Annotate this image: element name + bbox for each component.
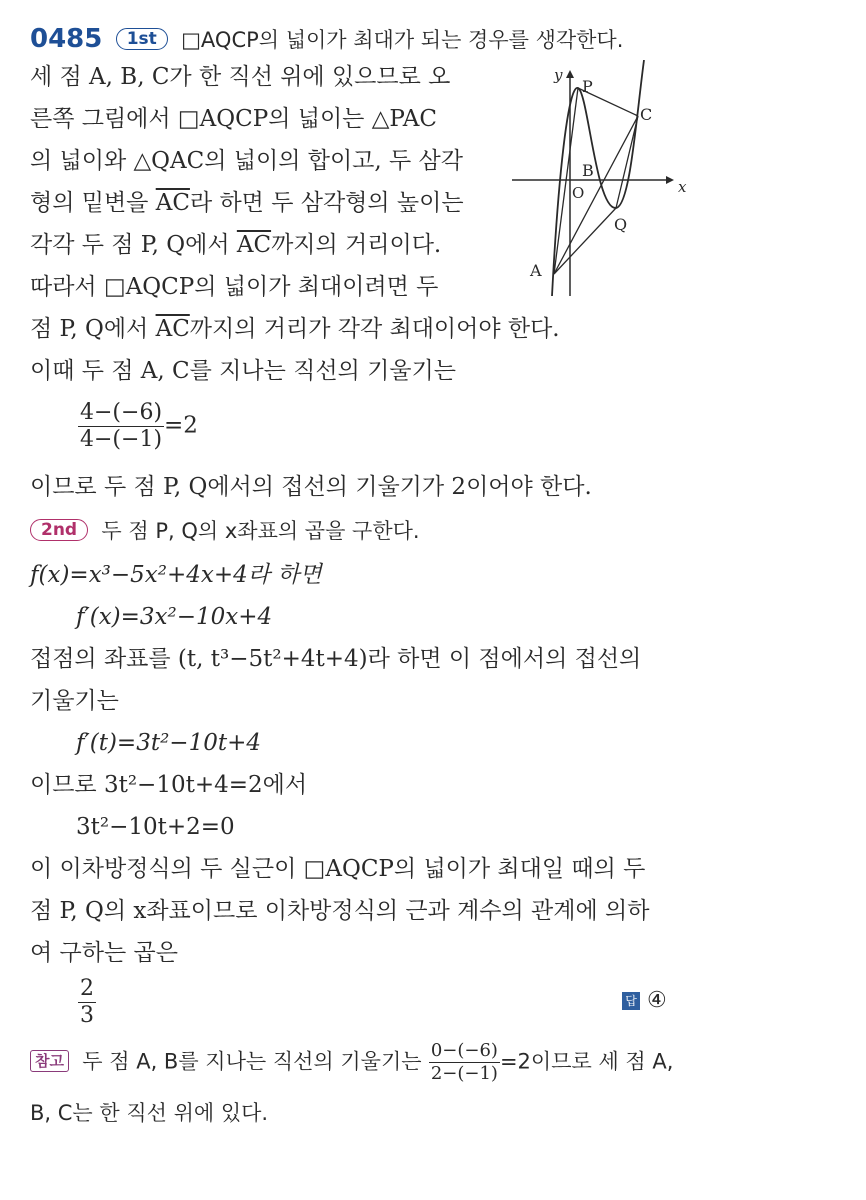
fraction-2-line <box>78 976 96 1029</box>
point-q-label: Q <box>614 215 628 234</box>
origin-label: O <box>572 184 585 202</box>
point-b-label: B <box>582 161 594 180</box>
fraction-3-numerator: 0−(−6) <box>430 1040 498 1061</box>
point-a-label: A <box>530 261 542 280</box>
step1-heading: □AQCP의 넓이가 최대가 되는 경우를 생각한다. <box>181 28 624 52</box>
equation-line1: 이므로 3t²−10t+4=2에서 <box>30 772 308 798</box>
segment-ac: $\overline{AC}$ <box>155 316 190 342</box>
point-c-label: C <box>640 105 653 124</box>
step1-badge: 1st <box>116 28 168 50</box>
fraction-1-denominator: 4−(−1) <box>80 427 163 452</box>
f-prime-t: f′(t)=3t²−10t+4 <box>76 730 261 756</box>
segment-ac: $\overline{AC}$ <box>236 232 272 258</box>
step2-line <box>30 516 420 546</box>
p1-line1: 세 점 A, B, C가 한 직선 위에 있으므로 오 <box>30 64 451 90</box>
step2-badge: 2nd <box>30 519 88 541</box>
p1-line5-b: 까지의 거리이다. <box>271 232 442 258</box>
answer <box>622 988 667 1013</box>
p1-line4 <box>30 188 464 218</box>
p1-line5-a: 각각 두 점 P, Q에서 <box>30 232 237 258</box>
y-axis-arrow-icon <box>566 70 574 78</box>
answer-label: 답 <box>622 992 640 1010</box>
line-ac <box>554 116 638 274</box>
segment-aq <box>554 208 616 274</box>
fraction-3 <box>429 1040 500 1085</box>
p1-line9: 이므로 두 점 P, Q에서의 접선의 기울기가 2이어야 한다. <box>30 474 592 500</box>
reference-text-a: 두 점 A, B를 지나는 직선의 기울기는 <box>82 1049 422 1074</box>
f-prime: f′(x)=3x²−10x+4 <box>76 604 273 630</box>
tangent-line1: 접점의 좌표를 (t, t³−5t²+4t+4)라 하면 이 점에서의 접선의 <box>30 646 642 672</box>
fraction-2 <box>78 976 96 1029</box>
x-axis-arrow-icon <box>666 176 674 184</box>
cubic-graph-figure <box>512 60 692 300</box>
y-axis-label: y <box>554 66 563 84</box>
segment-qc <box>616 116 638 208</box>
p1-line5 <box>30 230 441 260</box>
segment-ap <box>554 88 578 274</box>
p1-line7-b: 까지의 거리가 각각 최대이어야 한다. <box>189 316 560 342</box>
heading-line <box>30 24 623 55</box>
fraction-3-denominator: 2−(−1) <box>430 1063 498 1084</box>
reference-text-b: =2이므로 세 점 A, <box>499 1049 674 1074</box>
reference-badge: 참고 <box>30 1050 69 1072</box>
segment-ac: $\overline{AC}$ <box>155 190 190 216</box>
p1-line7 <box>30 314 560 344</box>
p1-line3: 의 넓이와 △QAC의 넓이의 합이고, 두 삼각 <box>30 148 463 174</box>
point-p-label: P <box>582 77 593 96</box>
conclusion-line2: 점 P, Q의 x좌표이므로 이차방정식의 근과 계수의 관계에 의하 <box>30 898 650 924</box>
tangent-line2: 기울기는 <box>30 688 119 714</box>
fraction-1-rhs: =2 <box>164 412 198 439</box>
p1-line6: 따라서 □AQCP의 넓이가 최대이려면 두 <box>30 274 439 300</box>
reference-line2: B, C는 한 직선 위에 있다. <box>30 1101 269 1125</box>
fraction-2-denominator: 3 <box>80 1003 94 1028</box>
problem-number: 0485 <box>30 24 103 54</box>
fraction-1-line <box>78 400 198 453</box>
conclusion-line1: 이 이차방정식의 두 실근이 □AQCP의 넓이가 최대일 때의 두 <box>30 856 646 882</box>
fraction-1 <box>78 400 164 453</box>
fraction-1-numerator: 4−(−6) <box>80 400 163 425</box>
f-definition: f(x)=x³−5x²+4x+4라 하면 <box>30 562 322 588</box>
p1-line7-a: 점 P, Q에서 <box>30 316 156 342</box>
p1-line2: 른쪽 그림에서 □AQCP의 넓이는 △PAC <box>30 106 437 132</box>
step2-heading: 두 점 P, Q의 x좌표의 곱을 구한다. <box>101 519 420 543</box>
p1-line8: 이때 두 점 A, C를 지나는 직선의 기울기는 <box>30 358 456 384</box>
x-axis-label: x <box>678 178 687 196</box>
equation-line2: 3t²−10t+2=0 <box>76 814 235 840</box>
answer-value: ④ <box>647 988 667 1013</box>
conclusion-line3: 여 구하는 곱은 <box>30 940 178 966</box>
reference-line1 <box>30 1040 673 1085</box>
p1-line4-a: 형의 밑변을 <box>30 190 156 216</box>
p1-line4-b: 라 하면 두 삼각형의 높이는 <box>189 190 464 216</box>
fraction-2-numerator: 2 <box>80 976 94 1001</box>
